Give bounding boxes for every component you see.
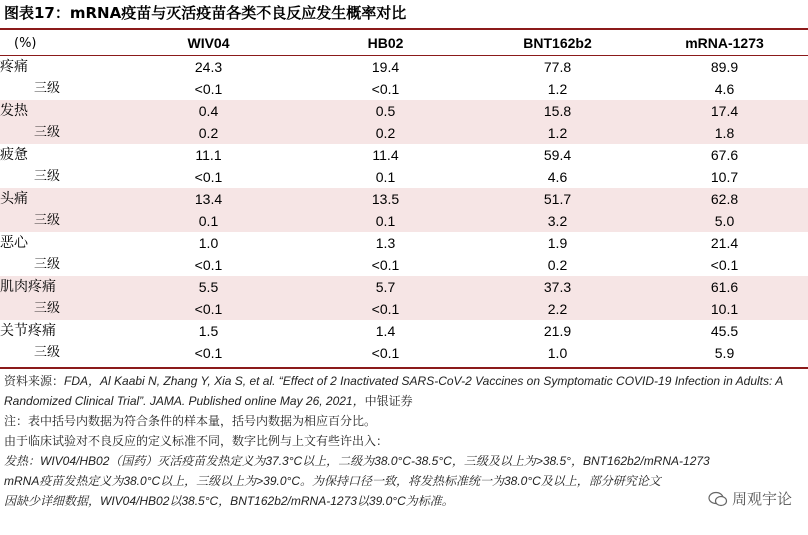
table-cell: 51.7 [474, 188, 641, 210]
row-label: 肌肉疼痛 [0, 276, 120, 298]
table-row [0, 188, 808, 210]
table-cell: 67.6 [710, 147, 739, 163]
table-row [0, 144, 808, 166]
note-line: 因缺少详细数据，WIV04/HB02以38.5°C，BNT162b2/mRNA-1273以39.0°C为标准。 [4, 494, 454, 508]
table-cell: 4.6 [714, 81, 735, 97]
table-cell: <0.1 [371, 257, 400, 273]
table-subrow [0, 210, 808, 232]
table-cell: 1.2 [547, 81, 568, 97]
table-row [0, 56, 808, 79]
table-subrow [0, 166, 808, 188]
table-cell: 45.5 [710, 323, 739, 339]
note-line: mRNA疫苗发热定义为38.0°C以上，三级以上为>39.0°C。为保持口径一致，将发热标准统一为38.0°C及以上，部分研究论文 [4, 474, 661, 488]
table-cell: 0.4 [120, 100, 297, 122]
table-cell: 1.9 [547, 235, 568, 251]
table-row [0, 232, 808, 254]
table-cell: <0.1 [194, 169, 223, 185]
table-cell: 2.2 [474, 298, 641, 320]
row-label: 疼痛 [0, 59, 28, 75]
column-header: HB02 [367, 35, 404, 51]
table-row [0, 276, 808, 298]
table-cell: 1.8 [641, 122, 808, 144]
table-subrow [0, 298, 808, 320]
title-rule [0, 28, 808, 30]
table-cell: <0.1 [194, 257, 223, 273]
table-cell: 5.9 [714, 345, 735, 361]
table-cell: 1.0 [547, 345, 568, 361]
column-header: WIV04 [187, 35, 230, 51]
table-cell: 3.2 [474, 210, 641, 232]
table-cell: <0.1 [194, 345, 223, 361]
table-cell: 0.2 [297, 122, 474, 144]
table-cell: 62.8 [641, 188, 808, 210]
table-subrow [0, 78, 808, 100]
table-cell: <0.1 [371, 81, 400, 97]
table-cell: 21.9 [543, 323, 572, 339]
row-label: 三级 [0, 298, 120, 320]
row-label: 三级 [34, 169, 61, 184]
wechat-icon [708, 491, 728, 507]
table-cell: 10.7 [710, 169, 739, 185]
source-line: Randomized Clinical Trial”. JAMA. Published online May 26, 2021，中银证券 [4, 394, 413, 408]
table-cell: 17.4 [641, 100, 808, 122]
table-cell: 1.5 [198, 323, 219, 339]
note-line: 发热：WIV04/HB02（国药）灭活疫苗发热定义为37.3°C以上，二级为38.0°C-38.5°C，三级及以上为>38.5°，BNT162b2/mRNA-1273 [4, 454, 710, 468]
row-label: 三级 [0, 122, 120, 144]
table-cell: 13.5 [297, 188, 474, 210]
row-label: 三级 [34, 257, 61, 272]
watermark [704, 488, 796, 509]
notes [4, 371, 804, 511]
column-header: mRNA-1273 [685, 35, 764, 51]
table-cell: 24.3 [194, 59, 223, 75]
table-cell: 19.4 [371, 59, 400, 75]
table-subrow [0, 342, 808, 364]
table-cell: <0.1 [120, 298, 297, 320]
table-subrow [0, 254, 808, 276]
table-cell: <0.1 [710, 257, 739, 273]
table-cell: 1.0 [198, 235, 219, 251]
table-cell: 59.4 [543, 147, 572, 163]
row-label: 恶心 [0, 235, 28, 251]
table-cell: 1.3 [375, 235, 396, 251]
table-cell: <0.1 [194, 81, 223, 97]
row-label: 三级 [0, 210, 120, 232]
source-line: 资料来源：FDA，Al Kaabi N, Zhang Y, Xia S, et al. “Effect of 2 Inactivated SARS-CoV-2 Vaccines on Symptomatic COVID-19 Infection in Adults: A [4, 374, 784, 388]
table-row [0, 320, 808, 342]
table-cell: <0.1 [371, 345, 400, 361]
table-cell: 21.4 [710, 235, 739, 251]
table-row [0, 100, 808, 122]
row-label: 头痛 [0, 188, 120, 210]
table-cell: 0.1 [120, 210, 297, 232]
table-cell: 11.4 [372, 147, 399, 163]
table-cell: 77.8 [543, 59, 572, 75]
column-header: BNT162b2 [523, 35, 592, 51]
table-cell: 0.5 [297, 100, 474, 122]
unit-label: (%) [14, 36, 37, 51]
row-label: 发热 [0, 100, 120, 122]
note-line: 由于临床试验对不良反应的定义标准不同，数字比例与上文有些许出入： [4, 434, 389, 448]
table-cell: 5.5 [120, 276, 297, 298]
table-cell: 61.6 [641, 276, 808, 298]
table-cell: 37.3 [474, 276, 641, 298]
table-cell: 0.1 [297, 210, 474, 232]
table-cell: 1.4 [375, 323, 396, 339]
table-cell: <0.1 [297, 298, 474, 320]
table-cell: 1.2 [474, 122, 641, 144]
table-cell: 0.1 [375, 169, 396, 185]
figure-title: 图表17：mRNA疫苗与灭活疫苗各类不良反应发生概率对比 [4, 4, 407, 22]
table-cell: 89.9 [710, 59, 739, 75]
table-cell: 5.7 [297, 276, 474, 298]
table-subrow [0, 122, 808, 144]
table-header-row [0, 32, 808, 56]
table-cell: 11.1 [195, 147, 222, 163]
watermark-text: 周观宇论 [731, 490, 792, 508]
row-label: 关节疼痛 [0, 323, 56, 339]
table-cell: 0.2 [547, 257, 568, 273]
table-cell: 15.8 [474, 100, 641, 122]
table-bottom-rule [0, 367, 808, 369]
table-cell: 4.6 [547, 169, 568, 185]
table-cell: 0.2 [120, 122, 297, 144]
row-label: 三级 [34, 81, 61, 96]
table-cell: 10.1 [641, 298, 808, 320]
table-cell: 13.4 [120, 188, 297, 210]
note-line: 注：表中括号内数据为符合条件的样本量，括号内数据为相应百分比。 [4, 414, 377, 428]
table-cell: 5.0 [641, 210, 808, 232]
row-label: 三级 [34, 345, 61, 360]
adverse-reaction-table [0, 32, 808, 364]
row-label: 疲惫 [0, 147, 28, 163]
